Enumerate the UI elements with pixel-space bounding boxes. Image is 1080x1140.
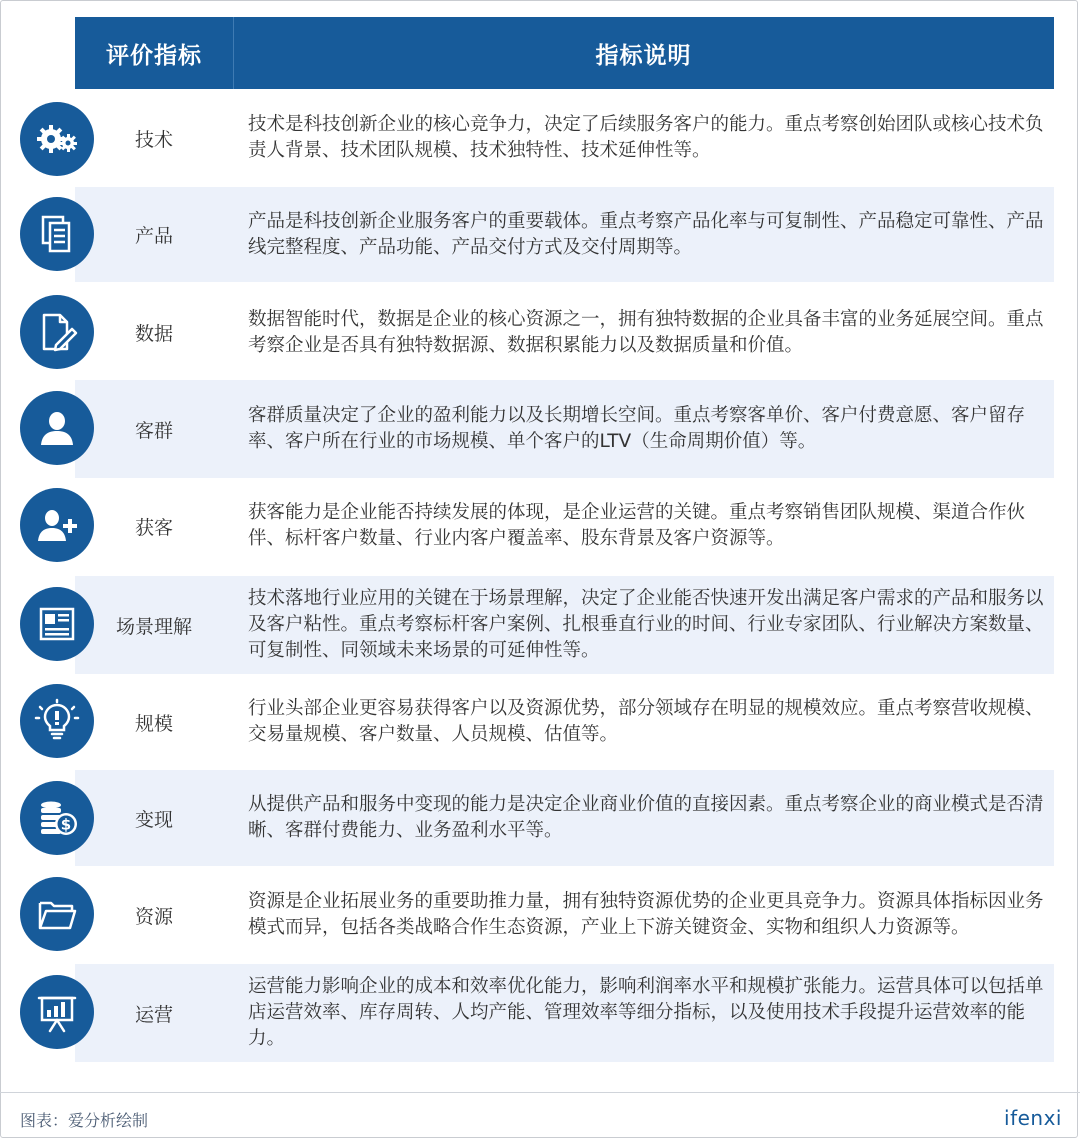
indicator-description: 技术落地行业应用的关键在于场景理解，决定了企业能否快速开发出满足客户需求的产品和服务以及客户粘性。重点考察标杆客户案例、扎根垂直行业的时间、行业专家团队、行业解决方案数量、可复制性、同领域未来场景的可延伸性等。 [248,588,1044,661]
indicator-name: 数据 [134,323,173,345]
header-indicator: 评价指标 [106,42,202,69]
table-row [0,866,1080,964]
indicator-name: 技术 [134,128,173,151]
indicator-description: 产品是科技创新企业服务客户的重要载体。重点考察产品化率与可复制性、产品稳定可靠性、产品线完整程度、产品功能、产品交付方式及交付周期等。 [248,210,1044,258]
brand-logo: ifenxi [1004,1106,1062,1130]
table-header [75,17,1054,89]
indicator-description: 资源是企业拓展业务的重要助推力量，拥有独特资源优势的企业更具竞争力。资源具体指标因业务模式而异，包括各类战略合作生态资源，产业上下游关键资金、实物和组织人力资源等。 [248,891,1044,938]
indicator-name: 资源 [134,905,173,928]
indicator-name: 产品 [134,225,173,247]
indicator-description: 获客能力是企业能否持续发展的体现，是企业运营的关键。重点考察销售团队规模、渠道合作伙伴、标杆客户数量、行业内客户覆盖率、股东背景及客户资源等。 [248,502,1026,549]
indicator-name: 运营 [134,1003,173,1026]
table-row [0,478,1080,574]
table-row [0,576,1080,674]
table-row [0,380,1080,478]
indicator-name: 规模 [134,712,173,735]
indicator-name: 变现 [134,808,173,831]
indicator-name: 场景理解 [115,615,192,638]
table-row [0,187,1080,282]
indicator-description: 技术是科技创新企业的核心竞争力，决定了后续服务客户的能力。重点考察创始团队或核心技术负责人背景、技术团队规模、技术独特性、技术延伸性等。 [248,114,1044,161]
table-row [0,674,1080,770]
table-row [0,92,1080,184]
indicator-description: 数据智能时代，数据是企业的核心资源之一，拥有独特数据的企业具备丰富的业务延展空间。重点考察企业是否具有独特数据源、数据积累能力以及数据质量和价值。 [248,308,1044,356]
header-description: 指标说明 [595,42,692,69]
footer-divider [0,1092,1080,1093]
indicator-description: 从提供产品和服务中变现的能力是决定企业商业价值的直接因素。重点考察企业的商业模式是否清晰、客群付费能力、业务盈利水平等。 [248,794,1044,841]
figure-source: 图表：爱分析绘制 [20,1111,149,1130]
indicator-description: 行业头部企业更容易获得客户以及资源优势，部分领域存在明显的规模效应。重点考察营收规模、交易量规模、客户数量、人员规模、估值等。 [248,698,1044,745]
table-row [0,285,1080,380]
svg-text:$: $ [60,815,72,834]
table-row [0,770,1080,866]
indicator-name: 客群 [134,419,173,442]
indicator-description: 运营能力影响企业的成本和效率优化能力，影响利润率水平和规模扩张能力。运营具体可以包括单店运营效率、库存周转、人均产能、管理效率等细分指标，以及使用技术手段提升运营效率的能力。 [248,976,1044,1049]
indicator-description: 客群质量决定了企业的盈利能力以及长期增长空间。重点考察客单价、客户付费意愿、客户留存率、客户所在行业的市场规模、单个客户的LTV（生命周期价值）等。 [248,405,1026,452]
table-row [0,964,1080,1062]
indicator-name: 获客 [134,516,173,539]
